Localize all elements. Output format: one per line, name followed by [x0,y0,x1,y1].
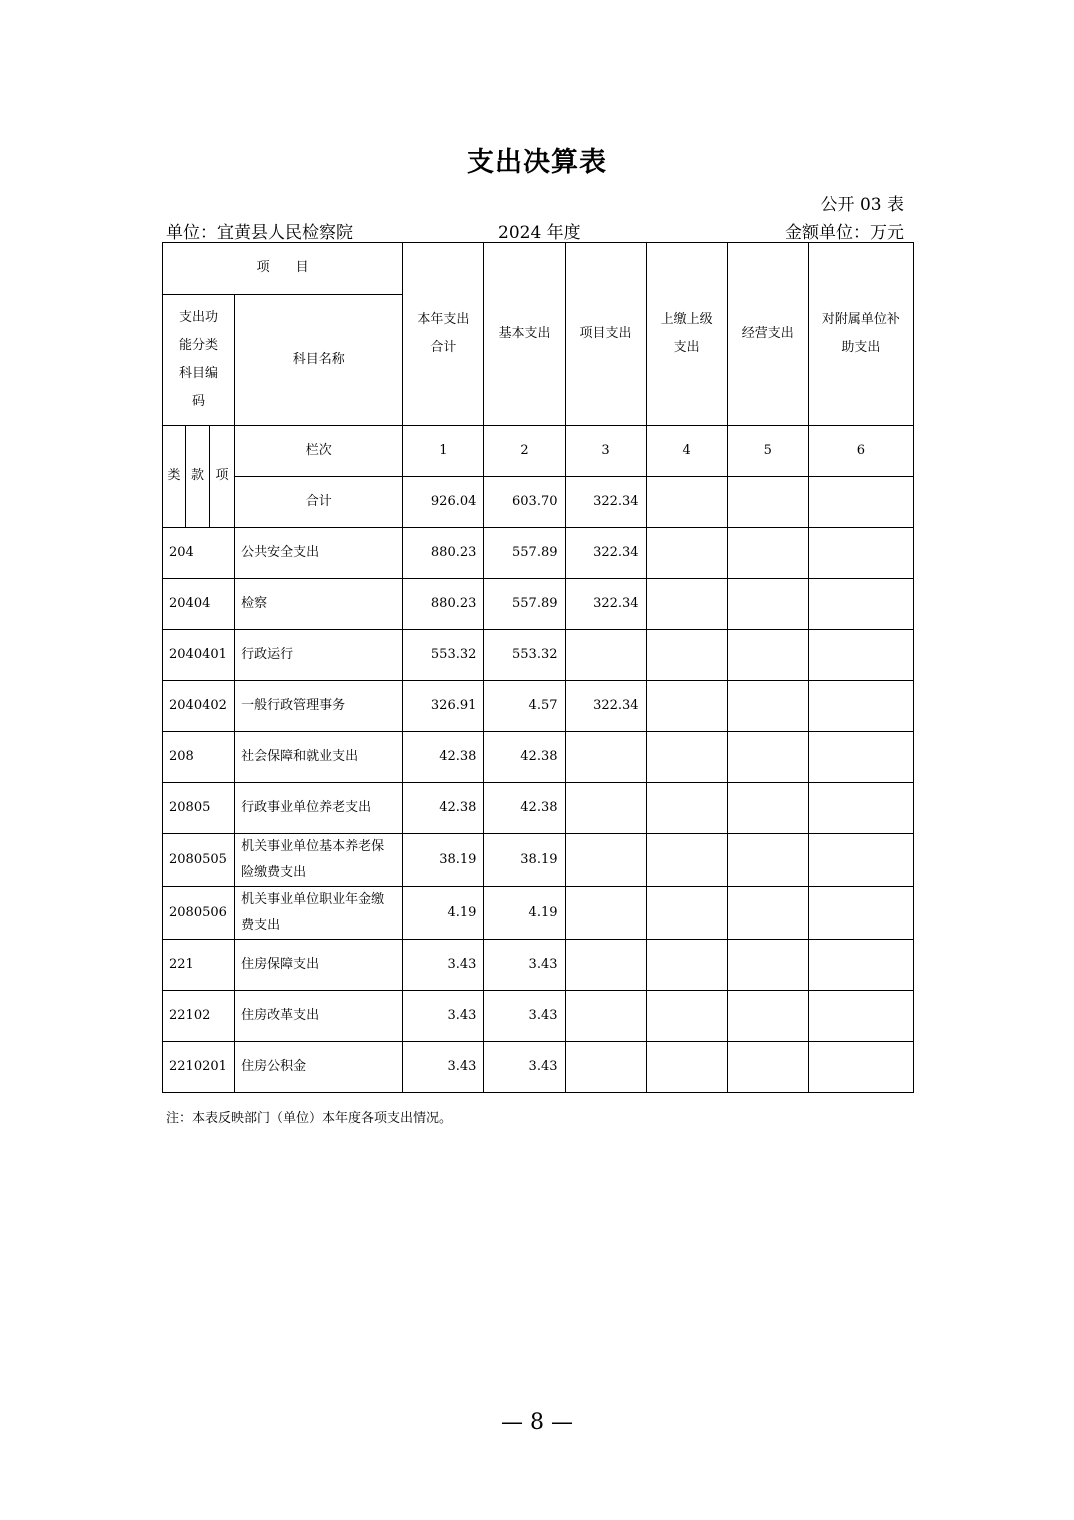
row-value-4 [646,834,727,887]
row-value-5 [727,991,808,1042]
row-value-2: 553.32 [484,630,565,681]
row-value-1: 42.38 [403,783,484,834]
row-code: 221 [163,940,235,991]
col-number-1: 1 [403,426,484,477]
table-row [163,1042,914,1093]
col-number-4: 4 [646,426,727,477]
fiscal-year: 2024 年度 [498,223,581,243]
row-value-6 [808,940,913,991]
table-row [163,528,914,579]
header-col3: 项目支出 [565,243,646,426]
header-col1 [403,243,484,426]
row-value-1: 4.19 [403,887,484,940]
row-name: 行政事业单位养老支出 [235,783,403,834]
row-value-6 [808,681,913,732]
table-row [163,834,914,887]
row-value-4 [646,783,727,834]
header-lanci: 栏次 [235,426,403,477]
row-value-6 [808,579,913,630]
total-value-1: 926.04 [403,477,484,528]
total-value-3: 322.34 [565,477,646,528]
total-value-4 [646,477,727,528]
row-value-4 [646,681,727,732]
row-value-3: 322.34 [565,528,646,579]
header-code-line4: 码 [192,394,206,409]
row-value-2: 3.43 [484,940,565,991]
table-row [163,681,914,732]
row-value-1: 326.91 [403,681,484,732]
row-value-5 [727,834,808,887]
row-value-1: 880.23 [403,528,484,579]
row-value-1: 3.43 [403,991,484,1042]
row-name: 机关事业单位基本养老保险缴费支出 [235,834,403,887]
row-value-2: 3.43 [484,991,565,1042]
row-value-3 [565,991,646,1042]
row-value-6 [808,630,913,681]
row-value-1: 553.32 [403,630,484,681]
row-name: 住房保障支出 [235,940,403,991]
row-value-5 [727,887,808,940]
row-value-6 [808,887,913,940]
footnote: 注：本表反映部门（单位）本年度各项支出情况。 [166,1111,453,1126]
row-code: 208 [163,732,235,783]
header-col6-line1: 对附属单位补 [821,312,900,327]
row-value-1: 880.23 [403,579,484,630]
row-code: 2040402 [163,681,235,732]
row-value-5 [727,630,808,681]
row-value-5 [727,681,808,732]
total-label: 合计 [235,477,403,528]
row-value-3 [565,630,646,681]
row-name: 机关事业单位职业年金缴费支出 [235,887,403,940]
table-row [163,991,914,1042]
row-value-4 [646,579,727,630]
table-row [163,579,914,630]
row-value-6 [808,783,913,834]
header-col2: 基本支出 [484,243,565,426]
row-value-5 [727,579,808,630]
row-value-6 [808,528,913,579]
row-value-4 [646,940,727,991]
row-value-3 [565,887,646,940]
expenditure-table [162,242,914,1093]
row-value-2: 4.57 [484,681,565,732]
row-value-1: 38.19 [403,834,484,887]
header-code-line3: 科目编 [179,366,219,381]
row-name: 行政运行 [235,630,403,681]
total-value-2: 603.70 [484,477,565,528]
total-value-6 [808,477,913,528]
header-code [163,295,235,426]
row-name: 一般行政管理事务 [235,681,403,732]
header-col1-line1: 本年支出 [417,312,470,327]
row-value-3 [565,940,646,991]
header-col6 [808,243,913,426]
row-value-1: 3.43 [403,940,484,991]
row-code: 20805 [163,783,235,834]
header-col4 [646,243,727,426]
row-value-6 [808,991,913,1042]
page-title: 支出决算表 [467,147,607,178]
header-item: 项 目 [163,243,403,295]
page-number: — 8 — [501,1410,573,1435]
row-name: 住房改革支出 [235,991,403,1042]
row-value-3 [565,732,646,783]
header-code-line1: 支出功 [179,310,219,325]
row-value-5 [727,732,808,783]
header-kuan: 款 [186,426,210,528]
row-value-3 [565,834,646,887]
table-row [163,732,914,783]
row-value-5 [727,940,808,991]
row-value-4 [646,732,727,783]
currency-unit: 金额单位：万元 [785,223,904,243]
row-value-5 [727,528,808,579]
row-value-4 [646,528,727,579]
row-value-4 [646,887,727,940]
col-number-2: 2 [484,426,565,477]
row-value-3 [565,783,646,834]
row-value-6 [808,834,913,887]
row-value-6 [808,732,913,783]
row-code: 20404 [163,579,235,630]
row-value-4 [646,991,727,1042]
row-value-2: 557.89 [484,579,565,630]
row-value-2: 38.19 [484,834,565,887]
header-col1-line2: 合计 [430,340,457,355]
row-value-3: 322.34 [565,579,646,630]
table-row [163,783,914,834]
row-value-2: 557.89 [484,528,565,579]
header-col6-line2: 助支出 [841,340,881,355]
table-row [163,887,914,940]
header-col4-line1: 上缴上级 [660,312,713,327]
row-value-5 [727,783,808,834]
table-row [163,630,914,681]
row-value-3: 322.34 [565,681,646,732]
row-value-5 [727,1042,808,1093]
row-value-4 [646,630,727,681]
row-code: 2210201 [163,1042,235,1093]
row-value-6 [808,1042,913,1093]
row-name: 住房公积金 [235,1042,403,1093]
header-col5: 经营支出 [727,243,808,426]
row-value-2: 42.38 [484,783,565,834]
header-code-line2: 能分类 [179,338,219,353]
row-name: 检察 [235,579,403,630]
header-col4-line2: 支出 [673,340,700,355]
row-code: 204 [163,528,235,579]
col-number-5: 5 [727,426,808,477]
form-number: 公开 03 表 [820,195,904,215]
row-value-1: 3.43 [403,1042,484,1093]
unit-label: 单位：宜黄县人民检察院 [166,223,353,243]
header-subject: 科目名称 [235,295,403,426]
row-value-2: 42.38 [484,732,565,783]
row-value-2: 4.19 [484,887,565,940]
row-value-3 [565,1042,646,1093]
col-number-3: 3 [565,426,646,477]
row-code: 22102 [163,991,235,1042]
row-code: 2080506 [163,887,235,940]
row-code: 2040401 [163,630,235,681]
row-value-2: 3.43 [484,1042,565,1093]
row-name: 公共安全支出 [235,528,403,579]
header-lei: 类 [163,426,186,528]
row-code: 2080505 [163,834,235,887]
col-number-6: 6 [808,426,913,477]
table-row [163,940,914,991]
row-name: 社会保障和就业支出 [235,732,403,783]
header-xiang: 项 [210,426,235,528]
total-value-5 [727,477,808,528]
row-value-4 [646,1042,727,1093]
row-value-1: 42.38 [403,732,484,783]
